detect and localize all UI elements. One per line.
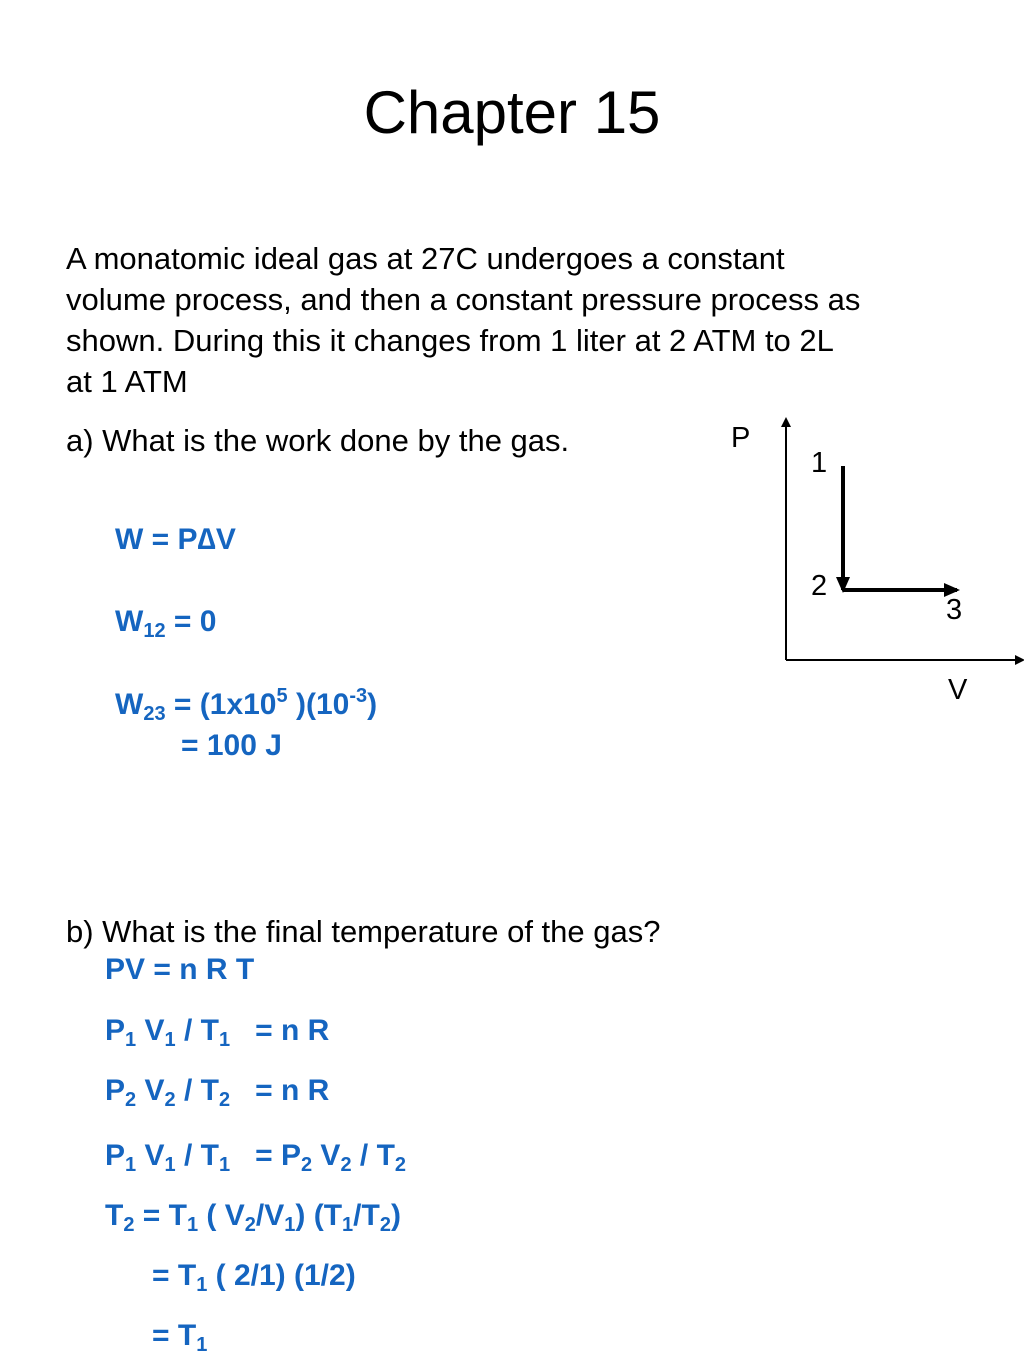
temperature-substitution: = $T_1$ ( 2/1) (1/2) <box>152 1259 356 1296</box>
expression: )(10 <box>287 688 350 721</box>
superscript: 5 <box>276 685 288 707</box>
subscript: 23 <box>143 703 166 725</box>
expression: = 0 <box>165 605 217 638</box>
state-2-label: 2 <box>811 570 828 602</box>
symbol: W <box>115 605 144 638</box>
state2-equation: $P_2$ $V_2 / T_2 = n$ R <box>105 1074 330 1111</box>
symbol: W <box>115 688 144 721</box>
page-title: Chapter 15 <box>363 79 661 146</box>
expression: = (1x10 <box>165 688 277 721</box>
temperature-result: = $T_1$ <box>152 1319 208 1356</box>
expression: = T <box>152 1319 197 1352</box>
state1-equation: $P_1$ $V_1 / T_1 = n$ R <box>105 1014 330 1051</box>
state-3-label: 3 <box>946 594 963 626</box>
problem-line: volume process, and then a constant pressure process as <box>66 282 861 317</box>
work-result: = 100 J <box>181 729 282 762</box>
question-a: a) What is the work done by the gas. <box>66 423 570 458</box>
expression: ) <box>367 688 378 721</box>
problem-line: A monatomic ideal gas at 27C undergoes a constant <box>66 241 785 276</box>
volume-axis-label: V <box>948 674 968 706</box>
question-b: b) What is the final temperature of the gas? <box>66 914 661 949</box>
work-formula: W = P∆V <box>115 523 236 556</box>
temperature-solution: $T_2 = T_1$ ( $V_2/V_1$) $(T_1/T_2)$ <box>105 1199 401 1236</box>
ideal-gas-law: PV = n R T <box>105 953 255 986</box>
pressure-axis-label: P <box>731 422 751 454</box>
state-1-label: 1 <box>811 447 828 479</box>
problem-line: shown. During this it changes from 1 liter at 2 ATM to 2L <box>66 323 834 358</box>
combined-equation: $P_1$ $V_1 / T_1 = P_2$ $V_2 / T_2$ <box>105 1139 407 1176</box>
subscript: 12 <box>143 620 166 642</box>
superscript: -3 <box>349 685 368 707</box>
problem-line: at 1 ATM <box>66 364 188 399</box>
